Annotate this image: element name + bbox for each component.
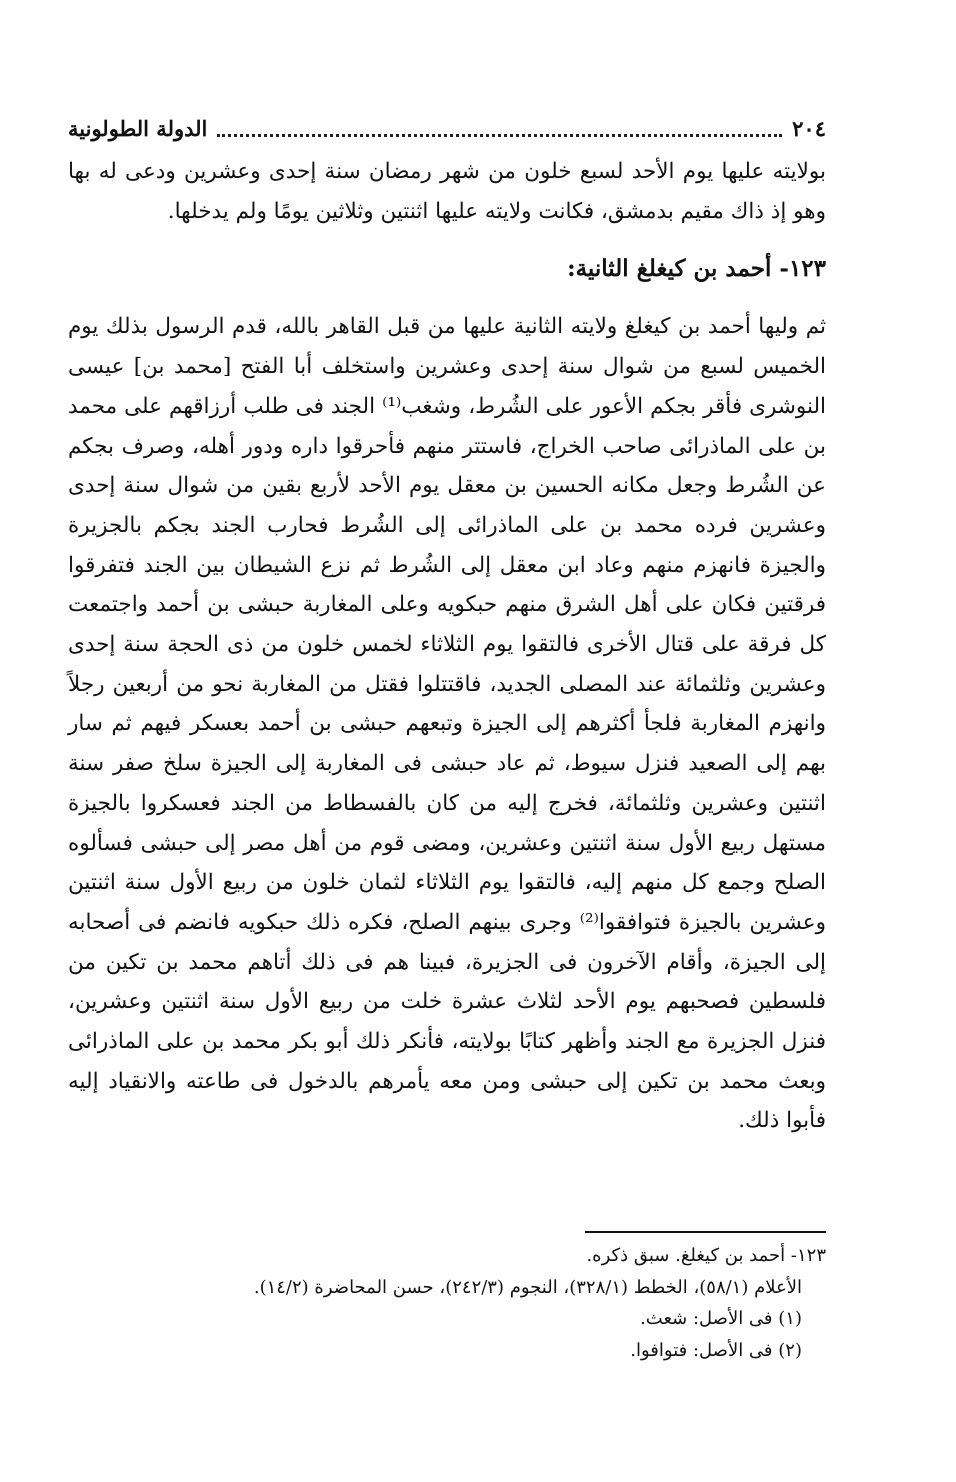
page-number: ٢٠٤ — [792, 115, 826, 141]
dot-leader — [217, 132, 782, 137]
footnote-2: (٢) فى الأصل: فتوافوا. — [630, 1339, 802, 1361]
footnote-entry-note: ١٢٣- أحمد بن كيغلغ. سبق ذكره. — [586, 1245, 826, 1266]
footnote-divider — [585, 1231, 826, 1233]
entry-paragraph: ثم وليها أحمد بن كيغلغ ولايته الثانية عليها من قبل القاهر بالله، قدم الرسول بذلك يوم الخميس لسبع من شوال سنة إحدى وعشرين واستخلف أبا الفتح [محمد بن] عيسى النوشرى فأقر بجكم الأعور على الشُرط، وشغب⁽¹⁾ الجند فى طلب أرزاقهم على محمد بن على الماذرائى صاحب الخراج، فاستتر منهم فأحرقوا داره ودور أهله، وصرف بجكم عن الشُرط وجعل مكانه الحسين بن معقل يوم الأحد لأربع بقين من شوال سنة إحدى وعشرين فرده محمد بن على الماذرائى إلى الشُرط فحارب الجند بجكم بالجزيرة والجيزة فانهزم منهم وعاد ابن معقل إلى الشُرط ثم نزع الشيطان بين الجند فتفرقوا فرقتين فكان على أهل الشرق منهم حبكويه وعلى المغاربة حبشى بن أحمد واجتمعت كل فرقة على قتال الأخرى فالتقوا يوم الثلاثاء لخمس خلون من ذى الحجة سنة إحدى وعشرين وثلثمائة عند المصلى الجديد، فاقتتلوا فقتل من المغاربة نحو من أربعين رجلاً وانهزم المغاربة فلجأ أكثرهم إلى الجيزة وتبعهم حبشى بن أحمد بعسكر فيهم ثم سار بهم إلى الصعيد فنزل سيوط، ثم عاد حبشى فى المغاربة إلى الجيزة سلخ صفر سنة اثنتين وعشرين وثلثمائة، فخرج إليه من كان بالفسطاط من الجند فعسكروا بالجيزة مستهل ربيع الأول سنة اثنتين وعشرين، ومضى قوم من أهل مصر إلى حبشى فسألوه الصلح وجمع كل منهم إليه، فالتقوا يوم الثلاثاء لثمان خلون من ربيع الأول سنة اثنتين وعشرين بالجيزة فتوافقوا⁽²⁾ وجرى بينهم الصلح، فكره ذلك حبكويه فانضم فى أصحابه إلى الجيزة، وأقام الآخرون فى الجزيرة، فبينا هم فى ذلك أتاهم محمد بن تكين من فلسطين فصحبهم يوم الأحد لثلاث عشرة خلت من ربيع الأول سنة اثنتين وعشرين، فنزل الجزيرة مع الجند وأظهر كتابًا بولايته، فأنكر ذلك أبو بكر محمد بن على الماذرائى وبعث محمد بن تكين إلى حبشى ومن معه يأمرهم بالدخول فى طاعته والانقياد إليه فأبوا ذلك. — [68, 314, 826, 1134]
main-text — [68, 152, 826, 1141]
entry-heading: ١٢٣- أحمد بن كيغلغ الثانية: — [567, 255, 826, 283]
footnote-1: (١) فى الأصل: شعث. — [640, 1308, 802, 1329]
footnotes — [68, 1240, 826, 1366]
running-header — [68, 112, 826, 144]
intro-paragraph: بولايته عليها يوم الأحد لسبع خلون من شهر رمضان سنة إحدى وعشرين ودعى له بها وهو إذ ذاك مقيم بدمشق، فكانت ولايته عليها اثنتين وثلاثين يومًا ولم يدخلها. — [68, 159, 826, 224]
footnote-sources: الأعلام (٥٨/١)، الخطط (٣٢٨/١)، النجوم (٢٤٢/٣)، حسن المحاضرة (١٤/٢). — [253, 1276, 802, 1298]
running-title: الدولة الطولونية — [68, 115, 208, 141]
